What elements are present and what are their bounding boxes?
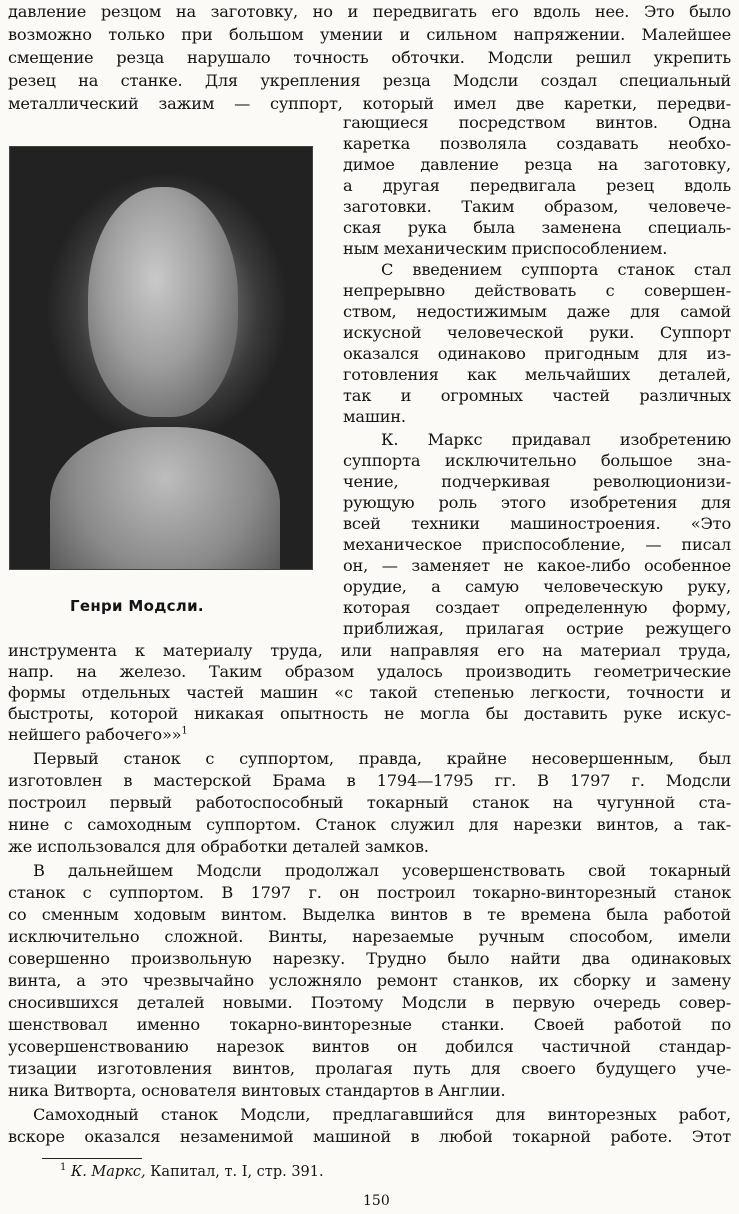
text-line: димое давление резца на заготовку, [343,155,731,174]
footnote-text: Капитал, т. I, стр. 391. [150,1164,324,1180]
text-line: непрерывно действовать с совершен- [343,281,731,300]
text-line: так и огромных частей различных [343,386,731,405]
text-line: ным механическим приспособлением. [343,239,668,258]
text-line: смещение резца нарушало точность обточки. Модсли решил укрепить [8,48,731,67]
text-line: а другая передвигала резец вдоль [343,176,731,195]
text-line: чение, подчеркивая революционизи- [343,472,731,491]
text-line: же использовался для обработки деталей замков. [8,837,429,856]
text-line: со сменным ходовым винтом. Выделка винтов в те времена была работой [8,905,731,924]
text-line: напр. на железо. Таким образом удалось производить геометрические [8,662,731,681]
text-line: давление резцом на заготовку, но и передвигать его вдоль нее. Это было [8,2,731,21]
text-line: усовершенствованию нарезок винтов он добился частичной стандар- [8,1037,731,1056]
text-line: нине с самоходным суппортом. Станок служил для нарезки винтов, а так- [8,815,731,834]
text-line: Первый станок с суппортом, правда, крайне несовершенным, был [33,749,731,768]
text-line: формы отдельных частей машин «с такой степенью легкости, точности и [8,683,731,702]
portrait-head-shape [88,187,238,417]
text-line: возможно только при большом умении и сильном напряжении. Малейшее [8,25,731,44]
page-number: 150 [363,1193,390,1209]
text-line: шенствовал именно токарно-винторезные станки. Своей работой по [8,1015,731,1034]
text-line: винта, а это чрезвычайно усложняло ремонт станков, их сборку и замену [8,971,731,990]
text-line: ством, недостижимым даже для самой [343,302,731,321]
text-line: приближая, прилагая острие режущего [343,619,731,638]
text-line: гающиеся посредством винтов. Одна [343,113,731,132]
text-line: построил первый работоспособный токарный станок на чугунной ста- [8,793,731,812]
text-fragment: нейшего рабочего»» [8,725,182,744]
footnote-reference[interactable]: 1 [181,725,188,737]
text-line: каретка позволяла создавать необхо- [343,134,731,153]
text-line: которая создает определенную форму, [343,598,731,617]
text-line: В дальнейшем Модсли продолжал усовершенствовать свой токарный [33,861,731,880]
text-line: изготовлен в мастерской Брама в 1794—1795 гг. В 1797 г. Модсли [8,771,731,790]
text-line: рующую роль этого изобретения для [343,493,731,512]
text-line: ника Витворта, основателя винтовых стандартов в Англии. [8,1081,506,1100]
text-line: металлический зажим — суппорт, который имел две каретки, передви- [8,94,731,113]
text-line: оказался одинаково пригодным для из- [343,344,731,363]
text-line: инструмента к материалу труда, или направляя его на материал труда, [8,641,731,660]
text-line: механическое приспособление, — писал [343,535,731,554]
text-line: суппорта исключительно большое зна- [343,451,731,470]
text-line: заготовки. Таким образом, человече- [343,197,731,216]
portrait-photo [9,146,313,570]
text-line: сносившихся деталей новыми. Поэтому Модсли в первую очередь совер- [8,993,731,1012]
text-line: резец на станке. Для укрепления резца Модсли создал специальный [8,71,731,90]
text-line: он, — заменяет не какое-либо особенное [343,556,731,575]
footnote-marker: 1 [60,1162,67,1174]
text-line: искусной человеческой руки. Суппорт [343,323,731,342]
footnote-author: К. Маркс, [70,1164,146,1180]
text-line: ская рука была заменена специаль- [343,218,731,237]
footnote [60,1164,324,1180]
text-line: готовления как мельчайших деталей, [343,365,731,384]
text-line: С введением суппорта станок стал [381,260,731,279]
footnote-divider [42,1158,142,1159]
text-line: машин. [343,407,406,426]
text-line: исключительно сложной. Винты, нарезаемые ручным способом, имели [8,927,731,946]
text-line: орудие, а самую человеческую руку, [343,577,731,596]
text-line: всей техники машиностроения. «Это [343,514,731,533]
portrait-bust-shape [50,427,280,570]
text-line: вскоре оказался незаменимой машиной в любой токарной работе. Этот [8,1127,731,1146]
text-line: тизации изготовления винтов, пролагая путь для своего будущего уче- [8,1059,731,1078]
text-line: Самоходный станок Модсли, предлагавшийся для винторезных работ, [33,1105,731,1124]
text-line: совершенно произвольную нарезку. Трудно было найти два одинаковых [8,949,731,968]
text-line: станок с суппортом. В 1797 г. он построил токарно-винторезный станок [8,883,731,902]
text-line: быстроты, которой никакая опытность не могла бы доставить руке искус- [8,704,731,723]
text-line: К. Маркс придавал изобретению [381,430,731,449]
text-line-with-footnote [8,725,731,745]
photo-caption: Генри Модсли. [70,597,204,615]
